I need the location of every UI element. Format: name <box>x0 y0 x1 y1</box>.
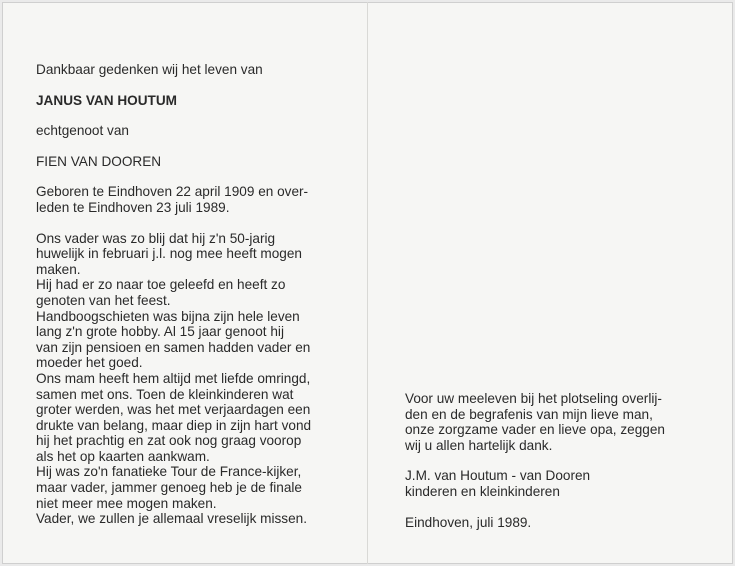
text-line: Geboren te Eindhoven 22 april 1909 en over- <box>36 184 309 200</box>
tribute-paragraph <box>36 231 336 527</box>
text-line: maken. <box>36 261 81 277</box>
intro-text: Dankbaar gedenken wij het leven van <box>36 62 263 77</box>
text-line: lang z'n grote hobby. Al 15 jaar genoot hij <box>36 324 284 340</box>
text-line: leden te Eindhoven 23 juli 1989. <box>36 199 230 215</box>
birth-death-paragraph <box>36 184 336 215</box>
text-line: Vader, we zullen je allemaal vreselijk missen. <box>36 511 307 527</box>
text-line: drukte van belang, maar diep in zijn hart vond <box>36 417 312 433</box>
text-line: maar vader, jammer genoeg heb je de finale <box>36 480 302 496</box>
place-date: Eindhoven, juli 1989. <box>405 514 532 530</box>
text-line: samen met ons. Toen de kleinkinderen wat <box>36 386 294 402</box>
text-line: huwelijk in februari j.l. nog mee heeft mogen <box>36 246 302 262</box>
text-line: van zijn pensioen en samen hadden vader en <box>36 339 311 355</box>
card-fold-line <box>367 2 368 564</box>
signature-family: kinderen en kleinkinderen <box>405 483 560 499</box>
text-line: Hij had er zo naar toe geleefd en heeft zo <box>36 277 286 293</box>
spouse-name: FIEN VAN DOOREN <box>36 153 162 169</box>
text-line: als het op kaarten aankwam. <box>36 448 210 464</box>
text-line: groter werden, was het met verjaardagen een <box>36 402 311 418</box>
text-line: genoten van het feest. <box>36 292 171 308</box>
deceased-name: JANUS VAN HOUTUM <box>36 92 177 108</box>
text-line: hij het prachtig en zat ook nog graag voorop <box>36 433 302 449</box>
spouse-intro: echtgenoot van <box>36 123 129 139</box>
text-line: Ons mam heeft hem altijd met liefde omringd, <box>36 370 311 386</box>
text-line: Voor uw meeleven bij het plotseling overlij- <box>405 391 662 406</box>
signature-block <box>405 468 705 499</box>
text-line: wij u allen hartelijk dank. <box>405 437 553 453</box>
text-line: onze zorgzame vader en lieve opa, zeggen <box>405 422 665 438</box>
text-line: den en de begrafenis van mijn lieve man, <box>405 406 653 422</box>
left-panel <box>36 62 336 527</box>
signature-name: J.M. van Houtum - van Dooren <box>405 468 591 484</box>
text-line: niet meer mee mogen maken. <box>36 495 217 511</box>
text-line: Hij was zo'n fanatieke Tour de France-kijker, <box>36 464 302 480</box>
text-line: moeder het goed. <box>36 355 143 371</box>
text-line: Handboogschieten was bijna zijn hele leven <box>36 308 300 324</box>
text-line: Ons vader was zo blij dat hij z'n 50-jarig <box>36 230 276 246</box>
right-panel <box>405 391 705 530</box>
thanks-paragraph <box>405 391 705 453</box>
